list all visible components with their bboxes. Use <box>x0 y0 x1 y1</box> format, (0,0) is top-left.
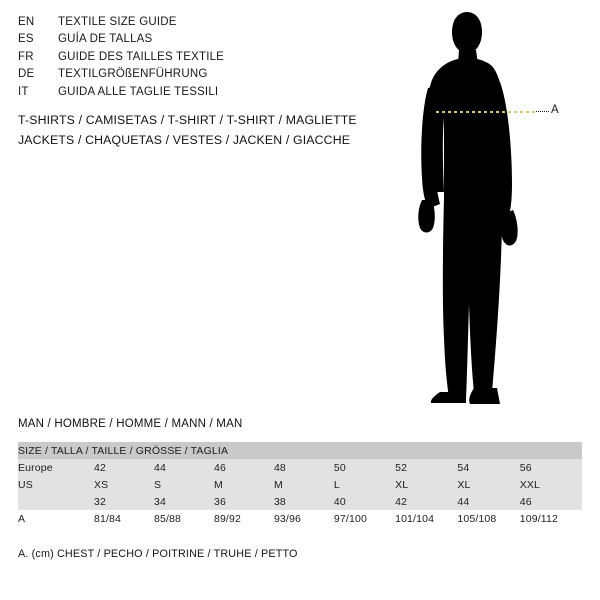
cell-us-4: M <box>274 476 334 493</box>
cell-usnum-6: 42 <box>395 493 457 510</box>
language-text-en: TEXTILE SIZE GUIDE <box>58 16 177 28</box>
row-label-a: A <box>18 510 94 527</box>
table-group-title: MAN / HOMBRE / HOMME / MANN / MAN <box>18 418 243 430</box>
language-text-es: GUÍA DE TALLAS <box>58 33 153 46</box>
row-label-us-numeric <box>18 493 94 510</box>
language-code-es: ES <box>18 33 34 46</box>
cell-usnum-4: 38 <box>274 493 334 510</box>
cell-europe-2: 44 <box>154 459 214 476</box>
cell-europe-5: 50 <box>334 459 395 476</box>
language-text-de: TEXTILGRÖßENFÜHRUNG <box>58 68 208 81</box>
category-list <box>18 110 438 150</box>
language-row-en <box>18 14 388 31</box>
cell-usnum-7: 44 <box>457 493 519 510</box>
table-row <box>18 459 582 476</box>
cell-a-8: 109/112 <box>520 510 582 527</box>
male-figure-illustration <box>400 8 600 408</box>
cell-us-7: XL <box>457 476 519 493</box>
cell-us-8: XXL <box>520 476 582 493</box>
cell-us-5: L <box>334 476 395 493</box>
cell-us-6: XL <box>395 476 457 493</box>
cell-usnum-5: 40 <box>334 493 395 510</box>
language-code-it: IT <box>18 85 29 98</box>
language-text-fr: GUIDE DES TAILLES TEXTILE <box>58 50 225 63</box>
table-row <box>18 476 582 493</box>
size-table <box>18 442 582 527</box>
cell-usnum-8: 46 <box>520 493 582 510</box>
cell-a-7: 105/108 <box>457 510 519 527</box>
cell-europe-6: 52 <box>395 459 457 476</box>
cell-europe-4: 48 <box>274 459 334 476</box>
cell-a-4: 93/96 <box>274 510 334 527</box>
cell-usnum-3: 36 <box>214 493 274 510</box>
cell-europe-1: 42 <box>94 459 154 476</box>
cell-usnum-1: 32 <box>94 493 154 510</box>
table-header-label: SIZE / TALLA / TAILLE / GRÖSSE / TAGLIA <box>18 442 582 459</box>
language-code-fr: FR <box>18 50 34 63</box>
language-text-it: GUIDA ALLE TAGLIE TESSILI <box>58 85 219 98</box>
cell-europe-8: 56 <box>520 459 582 476</box>
cell-us-3: M <box>214 476 274 493</box>
table-footnote: A. (cm) CHEST / PECHO / POITRINE / TRUHE / PETTO <box>18 548 298 560</box>
category-tshirts: T-SHIRTS / CAMISETAS / T-SHIRT / T-SHIRT / MAGLIETTE <box>18 113 357 127</box>
cell-a-6: 101/104 <box>395 510 457 527</box>
language-row-fr <box>18 49 388 66</box>
table-header-row <box>18 442 582 459</box>
cell-europe-7: 54 <box>457 459 519 476</box>
language-code-de: DE <box>18 68 35 81</box>
cell-usnum-2: 34 <box>154 493 214 510</box>
table-row <box>18 493 582 510</box>
row-label-europe: Europe <box>18 459 94 476</box>
language-code-en: EN <box>18 16 35 28</box>
language-row-it <box>18 84 388 101</box>
language-row-es <box>18 31 388 48</box>
row-label-us: US <box>18 476 94 493</box>
measure-label-a: A <box>551 104 560 116</box>
cell-a-5: 97/100 <box>334 510 395 527</box>
category-jackets: JACKETS / CHAQUETAS / VESTES / JACKEN / GIACCHE <box>18 133 351 147</box>
language-row-de <box>18 66 388 83</box>
cell-a-3: 89/92 <box>214 510 274 527</box>
cell-us-1: XS <box>94 476 154 493</box>
cell-a-1: 81/84 <box>94 510 154 527</box>
cell-europe-3: 46 <box>214 459 274 476</box>
language-list <box>18 14 388 101</box>
measure-leader-dashes <box>536 111 549 112</box>
table-row <box>18 510 582 527</box>
cell-a-2: 85/88 <box>154 510 214 527</box>
cell-us-2: S <box>154 476 214 493</box>
